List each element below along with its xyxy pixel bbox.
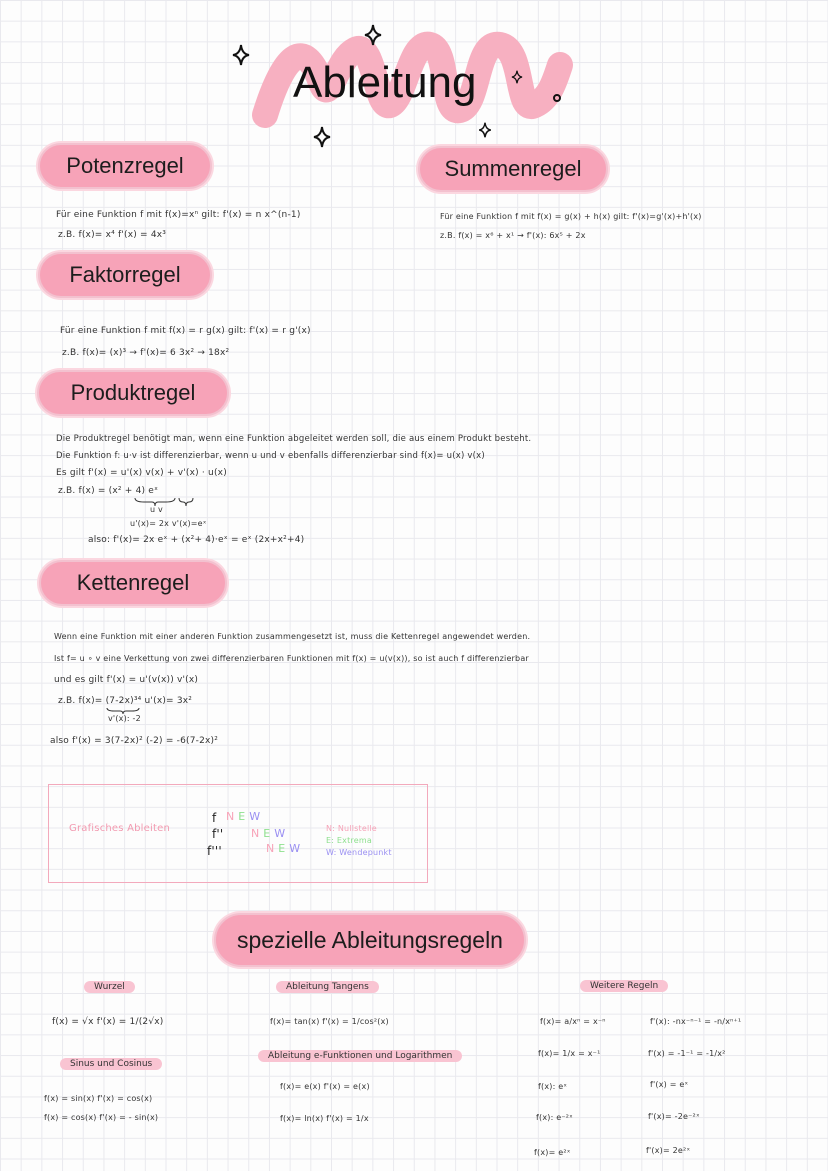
grafisch-label: Grafisches Ableiten	[69, 823, 170, 834]
legend-w: W: Wendepunkt	[326, 848, 392, 857]
weitere-5a: f(x)= e²ˣ	[534, 1148, 571, 1157]
exp-line2: f(x)= ln(x) f'(x) = 1/x	[280, 1114, 369, 1123]
tan-line1: f(x)= tan(x) f'(x) = 1/cos²(x)	[270, 1017, 389, 1026]
letter-w: W	[274, 827, 290, 840]
sin-line2: f(x) = cos(x) f'(x) = - sin(x)	[44, 1113, 159, 1122]
sparkle-icon	[364, 24, 382, 46]
potenzregel-heading: Potenzregel	[38, 143, 212, 189]
wurzel-line1: f(x) = √x f'(x) = 1/(2√x)	[52, 1017, 164, 1027]
kette-line1: Wenn eine Funktion mit einer anderen Funktion zusammengesetzt ist, muss die Kettenregel angewendet werden.	[54, 632, 531, 641]
letter-w: W	[289, 842, 305, 855]
letter-w: W	[249, 810, 265, 823]
weitere-3a: f(x): eˣ	[538, 1082, 568, 1091]
kette-line5: v'(x): -2	[108, 714, 141, 723]
letter-e: E	[238, 810, 250, 823]
potenz-line1: Für eine Funktion f mit f(x)=xⁿ gilt: f'(x) = n x^(n-1)	[56, 210, 301, 220]
weitere-5b: f'(x)= 2e²ˣ	[646, 1146, 691, 1155]
kette-line2: Ist f= u ∘ v eine Verkettung von zwei differenzierbaren Funktionen mit f(x) = u(v(x)), so ist auch f differenzierbar	[54, 654, 529, 663]
produkt-line2: Die Funktion f: u·v ist differenzierbar, wenn u und v ebenfalls differenzierbar sind f(x)= u(x) v(x)	[56, 451, 485, 461]
produkt-line4: z.B. f(x) = (x² + 4) eˣ	[58, 486, 159, 496]
sin-heading: Sinus und Cosinus	[60, 1059, 162, 1069]
kette-line6: also f'(x) = 3(7-2x)² (-2) = -6(7-2x)²	[50, 736, 219, 746]
new-row-3	[266, 842, 304, 855]
letter-n: N	[266, 842, 279, 855]
exp-line1: f(x)= e(x) f'(x) = e(x)	[280, 1082, 370, 1091]
produkt-line6: u'(x)= 2x v'(x)=eˣ	[130, 519, 207, 528]
sparkle-icon	[232, 44, 250, 66]
exp-heading: Ableitung e-Funktionen und Logarithmen	[258, 1051, 462, 1061]
new-row-1	[226, 810, 264, 823]
summe-line2: z.B. f(x) = x⁶ + x¹ → f'(x): 6x⁵ + 2x	[440, 231, 586, 240]
sparkle-icon	[511, 70, 523, 84]
weitere-heading: Weitere Regeln	[580, 981, 668, 991]
summenregel-heading: Summenregel	[418, 146, 608, 192]
graf-f2: f''	[212, 827, 224, 841]
legend-n: N: Nullstelle	[326, 824, 377, 833]
wurzel-heading: Wurzel	[84, 982, 135, 992]
faktorregel-heading: Faktorregel	[38, 252, 212, 298]
weitere-2a: f(x)= 1/x = x⁻¹	[538, 1049, 601, 1058]
summe-line1: Für eine Funktion f mit f(x) = g(x) + h(x) gilt: f'(x)=g'(x)+h'(x)	[440, 212, 702, 221]
faktor-line2: z.B. f(x)= (x)³ → f'(x)= 6 3x² → 18x²	[62, 348, 230, 358]
weitere-1b: f'(x): -nx⁻ⁿ⁻¹ = -n/xⁿ⁺¹	[650, 1017, 742, 1026]
legend-e: E: Extrema	[326, 836, 372, 845]
kette-line3: und es gilt f'(x) = u'(v(x)) v'(x)	[54, 675, 199, 685]
weitere-4b: f'(x)= -2e⁻²ˣ	[648, 1112, 700, 1121]
tan-heading: Ableitung Tangens	[276, 982, 379, 992]
faktor-line1: Für eine Funktion f mit f(x) = r g(x) gilt: f'(x) = r g'(x)	[60, 326, 311, 336]
letter-n: N	[251, 827, 264, 840]
weitere-2b: f'(x) = -1⁻¹ = -1/x²	[648, 1049, 726, 1058]
produkt-line1: Die Produktregel benötigt man, wenn eine Funktion abgeleitet werden soll, die aus einem Produkt besteht.	[56, 434, 532, 444]
new-row-2	[251, 827, 289, 840]
produkt-line5: u v	[150, 505, 163, 514]
produktregel-heading: Produktregel	[37, 370, 229, 416]
sin-line1: f(x) = sin(x) f'(x) = cos(x)	[44, 1094, 153, 1103]
page-title: Ableitung	[293, 58, 477, 107]
weitere-1a: f(x)= a/xⁿ = x⁻ⁿ	[540, 1017, 606, 1026]
kette-line4: z.B. f(x)= (7-2x)³⁴ u'(x)= 3x²	[58, 696, 193, 706]
weitere-4a: f(x): e⁻²ˣ	[536, 1113, 573, 1122]
potenz-line2: z.B. f(x)= x⁴ f'(x) = 4x³	[58, 230, 167, 240]
underbrace-v	[178, 497, 194, 507]
graf-f3: f'''	[207, 844, 222, 858]
graf-f1: f	[212, 811, 217, 825]
produkt-line3: Es gilt f'(x) = u'(x) v(x) + v'(x) · u(x)	[56, 468, 227, 478]
sparkle-icon	[313, 126, 331, 148]
letter-n: N	[226, 810, 239, 823]
weitere-3b: f'(x) = eˣ	[650, 1080, 689, 1089]
kettenregel-heading: Kettenregel	[39, 560, 227, 606]
dot-icon	[552, 93, 562, 103]
letter-e: E	[263, 827, 275, 840]
letter-e: E	[278, 842, 290, 855]
spezielle-heading: spezielle Ableitungsregeln	[214, 913, 526, 967]
produkt-line7: also: f'(x)= 2x eˣ + (x²+ 4)·eˣ = eˣ (2x+x²+4)	[88, 535, 305, 545]
sparkle-icon	[478, 122, 492, 138]
